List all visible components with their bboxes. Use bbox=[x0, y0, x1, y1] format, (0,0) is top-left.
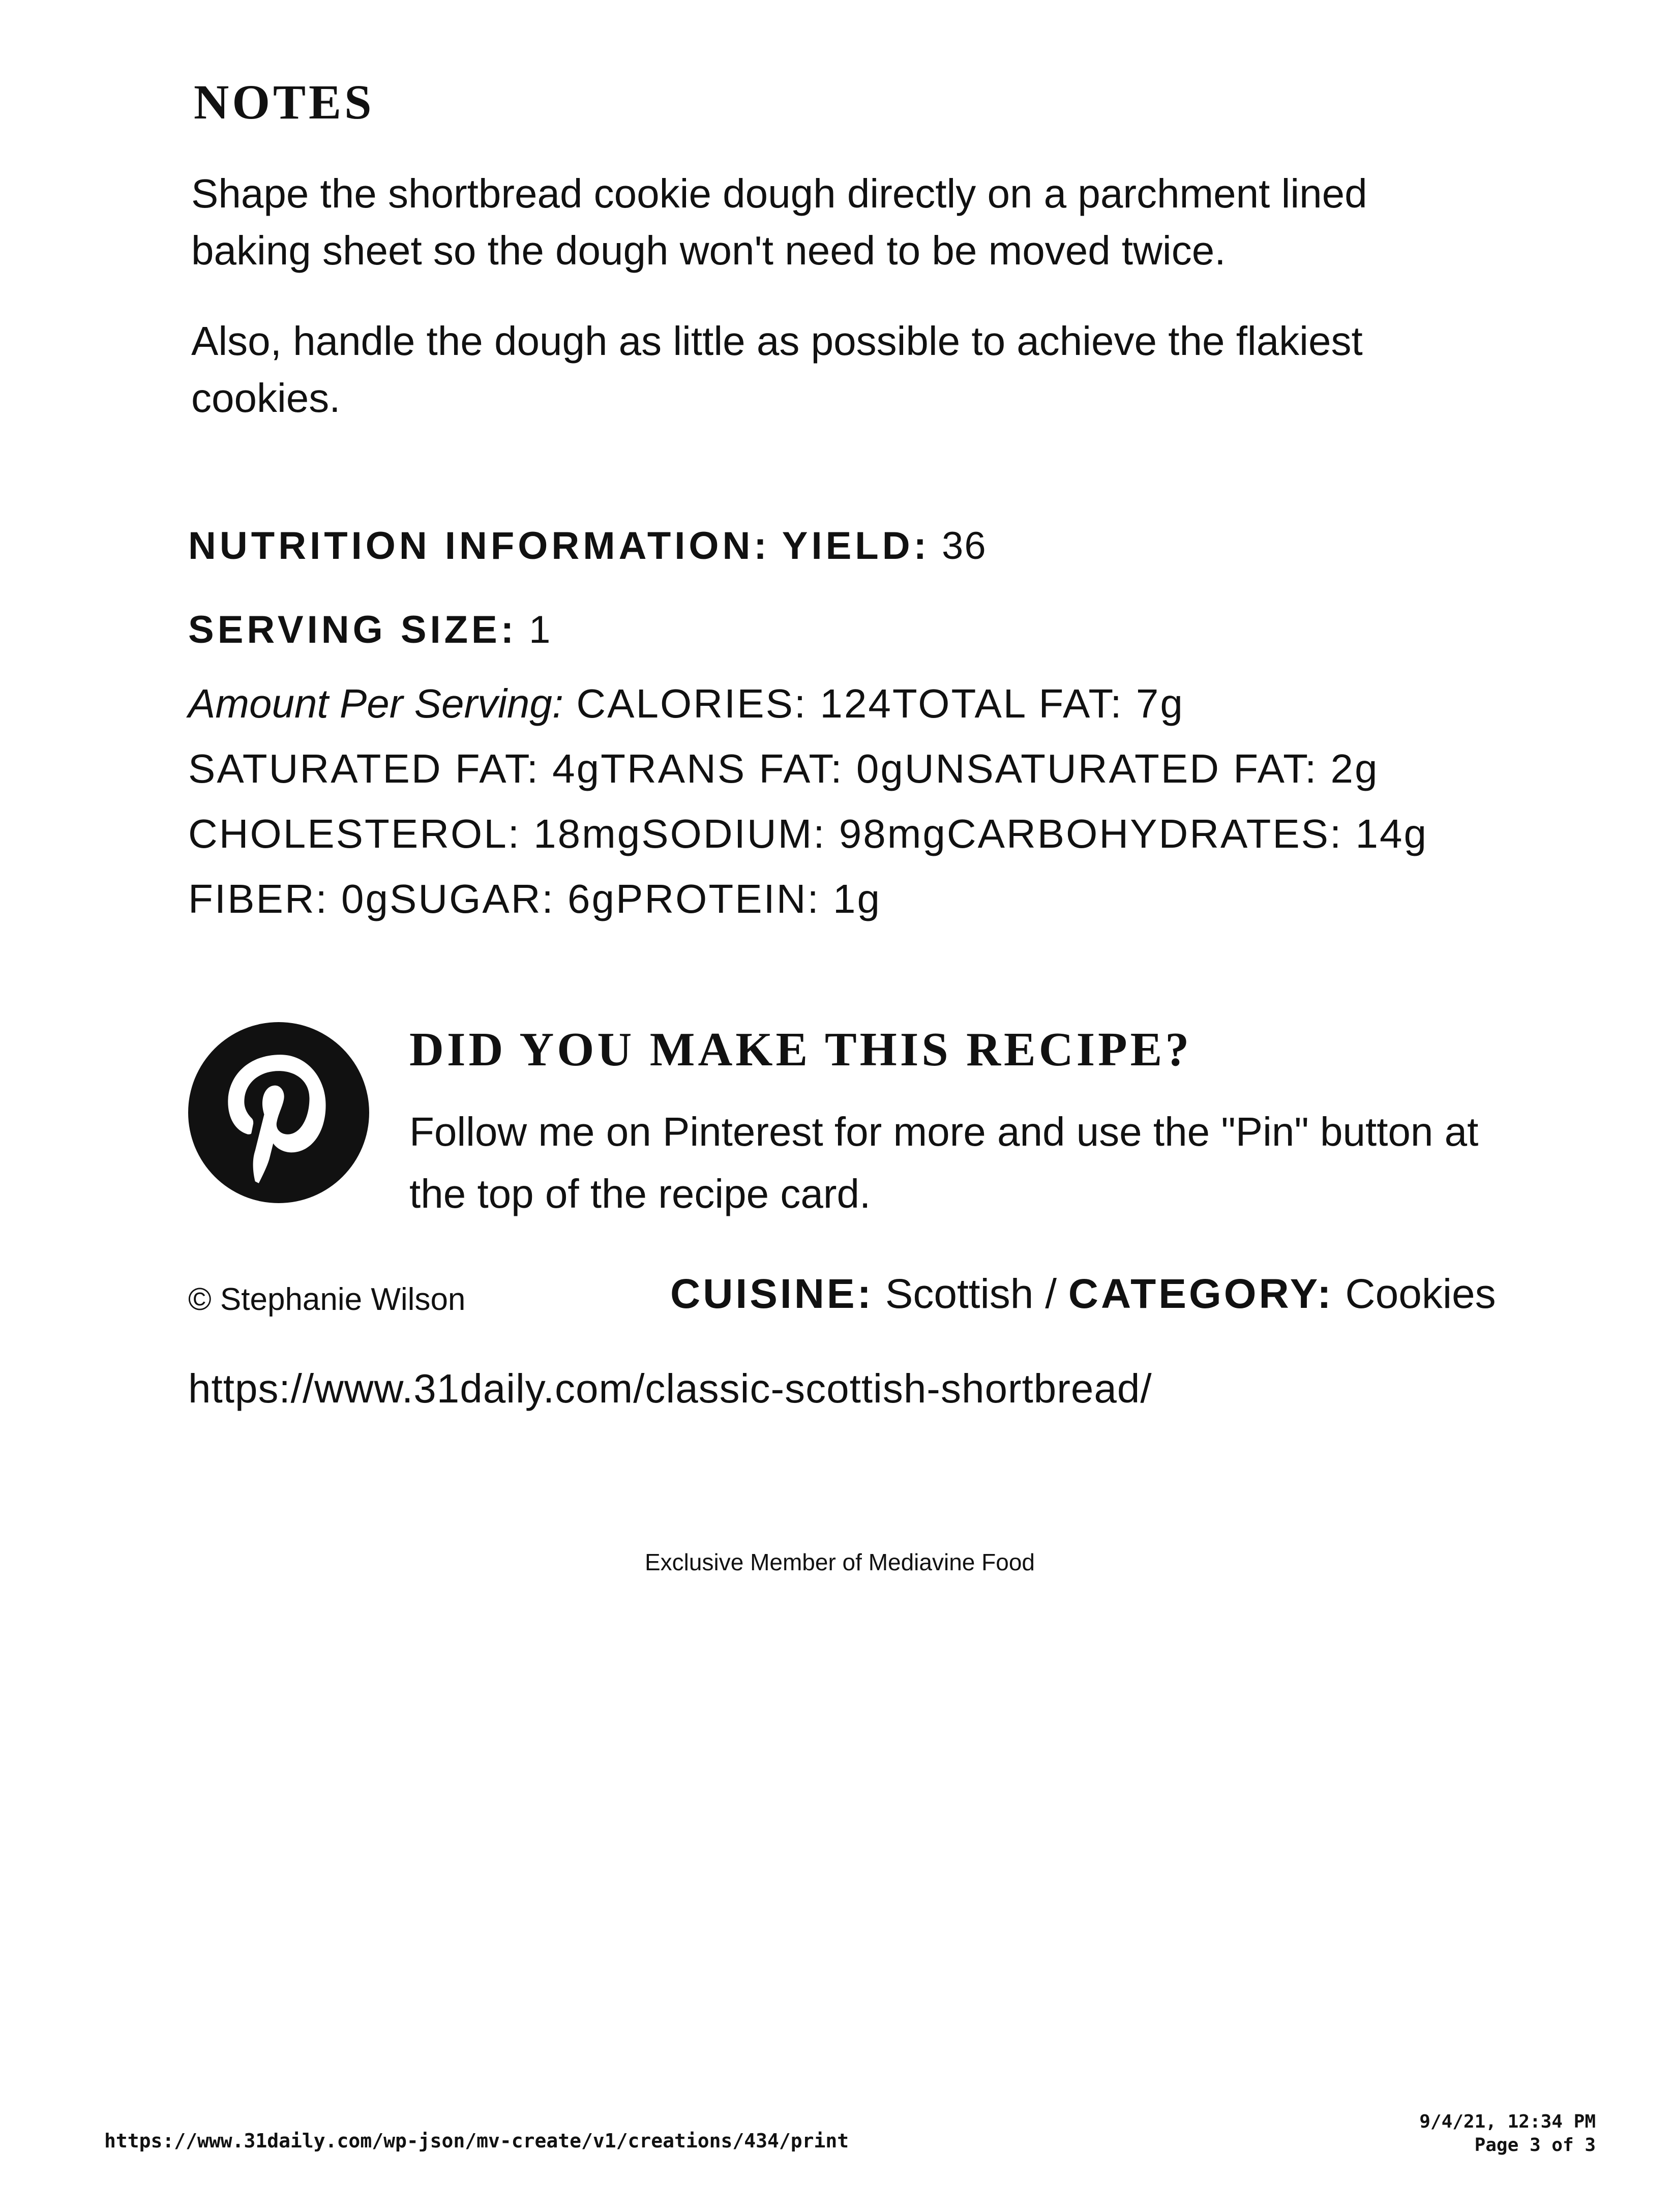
fiber: FIBER: 0g bbox=[188, 876, 390, 921]
yield-value: 36 bbox=[942, 524, 987, 567]
total-fat: TOTAL FAT: 7g bbox=[892, 681, 1184, 726]
page-number: Page 3 of 3 bbox=[1474, 2135, 1596, 2156]
nutrition-facts-row-1 bbox=[188, 671, 1184, 736]
print-meta bbox=[1419, 2110, 1596, 2157]
trans-fat: TRANS FAT: 0g bbox=[601, 746, 905, 791]
member-text: Exclusive Member of Mediavine Food bbox=[645, 1549, 1035, 1575]
nutrition-facts-row-4 bbox=[188, 866, 881, 932]
protein: PROTEIN: 1g bbox=[615, 876, 881, 921]
category-label: CATEGORY: bbox=[1068, 1271, 1334, 1317]
cuisine-category-line bbox=[670, 1270, 1496, 1318]
yield-label: YIELD: bbox=[782, 524, 930, 567]
unsaturated-fat: UNSATURATED FAT: 2g bbox=[904, 746, 1379, 791]
separator: / bbox=[1045, 1271, 1057, 1317]
pinterest-icon[interactable] bbox=[188, 1022, 369, 1203]
nutrition-info-line bbox=[188, 524, 987, 568]
nutrition-info-label: NUTRITION INFORMATION: bbox=[188, 524, 770, 567]
nutrition-facts-row-3 bbox=[188, 801, 1428, 866]
carbohydrates: CARBOHYDRATES: 14g bbox=[946, 811, 1428, 856]
pinterest-heading: DID YOU MAKE THIS RECIPE? bbox=[409, 1023, 1192, 1076]
recipe-url[interactable]: https://www.31daily.com/classic-scottish-shortbread/ bbox=[188, 1366, 1152, 1411]
print-datetime: 9/4/21, 12:34 PM bbox=[1419, 2111, 1596, 2132]
print-url: https://www.31daily.com/wp-json/mv-create/v1/creations/434/print bbox=[104, 2130, 849, 2152]
category-value: Cookies bbox=[1345, 1271, 1496, 1317]
copyright: © Stephanie Wilson bbox=[188, 1282, 466, 1317]
sodium: SODIUM: 98mg bbox=[641, 811, 947, 856]
nutrition-facts-row-2 bbox=[188, 736, 1379, 801]
serving-size-value: 1 bbox=[529, 608, 552, 651]
notes-paragraph-2: Also, handle the dough as little as possible to achieve the flakiest cookies. bbox=[191, 318, 1363, 421]
cuisine-value: Scottish bbox=[885, 1271, 1034, 1317]
amount-per-serving: Amount Per Serving: bbox=[188, 681, 564, 726]
sugar: SUGAR: 6g bbox=[390, 876, 616, 921]
cholesterol: CHOLESTEROL: 18mg bbox=[188, 811, 642, 856]
saturated-fat: SATURATED FAT: 4g bbox=[188, 746, 601, 791]
notes-heading: NOTES bbox=[194, 75, 375, 129]
calories: CALORIES: 124 bbox=[576, 681, 892, 726]
cuisine-label: CUISINE: bbox=[670, 1271, 874, 1317]
pinterest-text: Follow me on Pinterest for more and use the "Pin" button at the top of the recipe card. bbox=[409, 1109, 1479, 1216]
serving-size-label: SERVING SIZE: bbox=[188, 608, 518, 651]
serving-size-line bbox=[188, 608, 551, 652]
notes-paragraph-1: Shape the shortbread cookie dough directly on a parchment lined baking sheet so the dough won't need to be moved twice. bbox=[191, 171, 1367, 273]
